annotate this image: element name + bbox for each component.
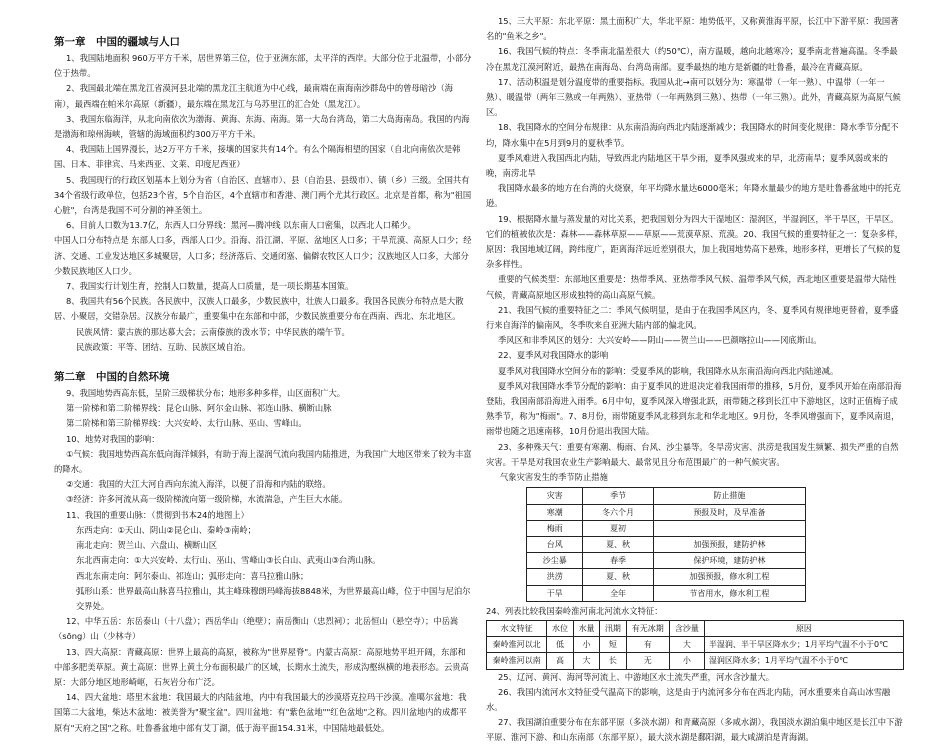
table-header-cell: 原因 — [704, 620, 903, 636]
table-header-row — [487, 620, 904, 636]
table-row — [527, 553, 806, 569]
left-column — [54, 14, 472, 736]
paragraph: 民族风情：蒙古族的那达慕大会；云南傣族的泼水节；中华民族的端午节。 — [76, 326, 350, 337]
table-cell: 寒潮 — [527, 504, 583, 520]
table-cell: 预报及时，及早准备 — [653, 504, 805, 520]
paragraph: 21、我国气候的重要特征之二：季风气候明显，是由于在我国季风区内，冬、夏季风有规律地更替着，夏季盛行来自海洋的偏南风，冬季吹来自亚洲大陆内部的偏北风。 — [486, 304, 899, 331]
paragraph: 第一阶梯和第二阶梯界线：昆仑山脉、阿尔金山脉、祁连山脉、横断山脉 — [66, 403, 332, 414]
paragraph: 13、四大高原：青藏高原：世界上最高的高原，被称为"世界屋脊"。内蒙古高原：高原地势平坦开阔，东部和中部多肥美草原。黄土高原：世界上黄土分布面积最广的区域，长期水土流失，形成沟壑纵横的地表形态。云贵高原：大部分地区地形崎岖，石灰岩分布广泛。 — [54, 646, 469, 687]
chapter1-title: 第一章 中国的疆域与人口 — [54, 36, 180, 48]
table-header-cell: 含沙量 — [669, 620, 704, 636]
paragraph: 15、三大平原：东北平原：黑土面积广大，华北平原：地势低平，又称黄淮海平原，长江中下游平原：我国著名的"鱼米之乡"。 — [486, 16, 899, 42]
paragraph: 6、目前人口数为13.7亿，东西人口分界线：黑河—腾冲线 以东南人口密集，以西北人口稀少。 — [66, 220, 416, 231]
table-cell: 干旱 — [527, 585, 583, 601]
paragraph: 4、我国陆上国界漫长，达2万平方千米，接壤的国家共有14个。有么个隔海相望的国家（自北向南依次是韩国、日本、菲律宾、马来西亚、文莱、印度尼西亚） — [54, 144, 461, 170]
table-cell: 洪涝 — [527, 569, 583, 585]
paragraph: 11、我国的重要山脉：（贯彻到书本24的地图上） — [66, 509, 249, 520]
table-cell: 沙尘暴 — [527, 553, 583, 569]
table-cell: 低 — [547, 637, 573, 653]
paragraph: ①气候：我国地势西高东低向海洋倾斜，有助于海上湿润气流向我国内陆推进，为我国广大地区带来了较为丰富的降水。 — [54, 448, 472, 475]
paragraph: 民族政策：平等、团结、互助、民族区域自治。 — [76, 341, 251, 352]
paragraph: 第二阶梯和第三阶梯界线：大兴安岭、太行山脉、巫山、雪峰山。 — [66, 418, 307, 429]
paragraph: 季风区和非季风区的划分：大兴安岭——阴山——贺兰山——巴颜喀拉山——冈底斯山。 — [498, 335, 822, 346]
weather-disaster-table — [526, 487, 806, 601]
paragraph: 我国降水最多的地方在台湾的火烧寮，年平均降水量达6000毫米；年降水量最少的地方是吐鲁番盆地中的托克逊。 — [486, 183, 901, 209]
paragraph: ③经济：许多河流从高一级阶梯流向第一级阶梯，水流湍急，产生巨大水能。 — [66, 494, 348, 505]
right-column — [486, 14, 904, 746]
paragraph: 弧形山系：世界最高山脉喜马拉雅山，其主峰珠穆朗玛峰海拔8848米，为世界最高山峰，位于中国与尼泊尔交界处。 — [76, 585, 471, 611]
paragraph: 夏季风对我国降水空间分布的影响：受夏季风的影响，我国降水从东南沿海向西北内陆递减。 — [498, 365, 839, 376]
table-header-cell: 水文特征 — [487, 620, 547, 636]
table-cell: 加强预报，建防护林 — [653, 536, 805, 552]
table-cell: 无 — [626, 653, 669, 669]
table-cell: 加强预报，修水利工程 — [653, 569, 805, 585]
paragraph: 14、四大盆地：塔里木盆地：我国最大的内陆盆地，内中有我国最大的沙漠塔克拉玛干沙漠。准噶尔盆地：我国第二大盆地，柴达木盆地：被美誉为"聚宝盆"。四川盆地：有"紫色盆地""红色盆地"之称。四川盆地内的成都平原有"天府之国"之称。吐鲁番盆地中部有艾丁湖，低于海平面154.31米，中国陆地最低处。 — [54, 692, 467, 733]
table-cell: 冬六个月 — [583, 504, 653, 520]
paragraph: 17、活动积温是划分温度带的重要指标。我国从北→南可以划分为：寒温带（一年一熟）、中温带（一年一熟）、暖温带（两年三熟或一年两熟）、亚热带（一年两熟到三熟）、热带（一年三熟）。此外，青藏高原为高原气候区。 — [486, 76, 901, 118]
table-cell: 短 — [600, 637, 626, 653]
paragraph: ②交通：我国的大江大河自西向东流入海洋，以便了沿海和内陆的联络。 — [66, 479, 331, 490]
paragraph: 南北走向：贺兰山、六盘山、横断山区 — [76, 540, 218, 551]
table-row — [527, 536, 806, 552]
table-row — [487, 653, 904, 669]
table-row — [527, 520, 806, 536]
paragraph: 夏季风对我国降水季节分配的影响：由于夏季风的进退决定着我国雨带的推移，5月份，夏季风开始在南部沿海登陆，我国南部沿海进入雨季。6月中旬，夏季风深入增强北跃，雨带随之移到长江中下游地区，这时正值梅子成熟季节，称为"梅雨"。7、8月份，雨带随夏季风北移到东北和华北地区。9月份，冬季风增强而下，夏季风南退，雨带也随之迅速南移，10月份退出我国大陆。 — [486, 380, 902, 437]
paragraph: 10、地势对我国的影响： — [66, 433, 160, 444]
paragraph: 16、我国气候的特点：冬季南北温差很大（约50℃），南方温暖，越向北越寒冷；夏季南北普遍高温。冬季最冷在黑龙江漠河附近，最热在南海岛、台湾岛南部。夏季最热的地方是新疆的吐鲁番，最冷在青藏高原。 — [486, 46, 898, 72]
table-header-cell: 水量 — [573, 620, 599, 636]
table-cell: 湿润区降水多；1月平均气温不小于0℃ — [704, 653, 903, 669]
table-header-row — [527, 488, 806, 504]
paragraph: 东北西南走向：①大兴安岭、太行山、巫山、雪峰山③长白山、武夷山③台湾山脉。 — [76, 555, 381, 566]
table-cell: 秦岭淮河以南 — [487, 653, 547, 669]
table-cell: 小 — [573, 637, 599, 653]
table-cell: 夏、秋 — [583, 536, 653, 552]
table-header-cell: 水位 — [547, 620, 573, 636]
paragraph: 12、中华五岳：东岳泰山（十八盘）；西岳华山（绝壁）；南岳衡山（忠烈祠）；北岳恒山（悬空寺）；中岳嵩（sōng）山（少林寺） — [54, 616, 459, 642]
paragraph: 夏季风难进入我国西北内陆，导致西北内陆地区干旱少雨，夏季风强或来的早，北涝南旱；夏季风弱或来的晚，南涝北旱 — [486, 152, 888, 179]
paragraph: 3、我国东临海洋，从北向南依次为渤海、黄海、东海、南海。第一大岛台湾岛，第二大岛海南岛。我国的内海是渤海和琼州海峡，管辖的海域面积约300万平方千米。 — [54, 113, 470, 140]
table-cell: 梅雨 — [527, 520, 583, 536]
paragraph: 9、我国地势西高东低，呈阶三级梯状分布；地形多种多样，山区面积广大。 — [66, 388, 346, 399]
table-header-cell: 有无冰期 — [626, 620, 669, 636]
table-cell: 大 — [669, 637, 704, 653]
paragraph: 8、我国共有56个民族。各民族中，汉族人口最多，少数民族中，壮族人口最多。我国各民族分布特点是大散居、小聚居，交错杂居。汉族分布最广，重要集中在东部和中部，少数民族重要分布在西南、西北、东北地区。 — [54, 296, 464, 322]
table-cell: 节省用水，修水利工程 — [653, 585, 805, 601]
paragraph: 19、根据降水量与蒸发量的对比关系，把我国划分为四大干湿地区：湿润区，半湿润区，半干旱区，干旱区。它们的植被依次是：森林——森林草原——草原——荒漠草原、荒漠。20、我国气候的重要特征之一：复杂多样，原因：我国地域辽阔，跨纬度广，距离海洋远近差别很大，加上我国地势高下悬殊，地形多样，更增长了气候的复杂多样性。 — [486, 213, 904, 270]
paragraph: 25、辽河、黄河、海河等河流上、中游地区水土流失严重，河水含沙量大。 — [498, 671, 775, 682]
table-row — [527, 585, 806, 601]
table-cell: 高 — [547, 653, 573, 669]
table-cell: 有 — [626, 637, 669, 653]
table-cell: 保护环境，建防护林 — [653, 553, 805, 569]
paragraph: 23、多种殊天气：重要有寒潮、梅雨、台风、沙尘暴等。冬旱涝灾害、洪涝是我国发生频繁、损失严重的自然灾害。干旱是对我国农业生产影响最大、最常见且分布范围最广的一种气候灾害。 — [486, 441, 899, 467]
paragraph: 1、我国陆地面积 960万平方千米，居世界第三位，位于亚洲东部，太平洋的西岸。大部分位于北温带，小部分位于热带。 — [54, 53, 472, 79]
river-comparison-table — [486, 620, 904, 670]
table-row — [527, 504, 806, 520]
paragraph: 5、我国现行的行政区划基本上划分为省（自治区、直辖市）、县（自治县、县级市）、镇（乡）三级。全国共有34个省级行政单位，包括23个省，5个自治区，4个直辖市和香港、澳门两个尤其行政区。北京是首都，称为"祖国心脏"，台湾是我国不可分割的神圣领土。 — [54, 174, 472, 216]
paragraph: 重要的气候类型：东部地区重要是：热带季风、亚热带季风气候、温带季风气候，西北地区重要是温带大陆性气候，青藏高原地区形成独特的高山高原气候。 — [486, 274, 897, 300]
table-cell: 长 — [600, 653, 626, 669]
table-header-cell: 防止措施 — [653, 488, 805, 504]
table-row — [487, 637, 904, 653]
paragraph: 中国人口分布特点是 东部人口多，西部人口少。沿海、沿江湖、平原、盆地区人口多；干旱荒漠、高原人口少；经济、交通、工业发达地区多城聚居，人口多；经济落后、交通闭塞、偏僻农牧区人口少；汉族地区人口多，大部分少数民族地区人口少。 — [54, 235, 472, 276]
weather-table-caption: 气象灾害发生的季节防止措施 — [500, 472, 608, 483]
chapter2-title: 第二章 中国的自然环境 — [54, 371, 170, 384]
table-cell: 大 — [573, 653, 599, 669]
table-row — [527, 569, 806, 585]
table-cell: 半湿润、半干旱区降水少；1月平均气温不小于0℃ — [704, 637, 903, 653]
paragraph: 2、我国最北端在黑龙江省漠河县北端的黑龙江主航道为中心线，最南端在南海南沙群岛中的曾母暗沙（海南），最西端在帕米尔高原（新疆），最东端在黑龙江与乌苏里江的汇合处（黑龙江）。 — [54, 83, 453, 109]
table-cell: 春季 — [583, 553, 653, 569]
paragraph: 7、我国实行计划生育，控制人口数量，提高人口质量，是一项长期基本国策。 — [66, 281, 354, 292]
paragraph: 22、夏季风对我国降水的影响 — [498, 350, 609, 361]
paragraph: 18、我国降水的空间分布规律：从东南沿海向西北内陆逐渐减少；我国降水的时间变化规律：降水季节分配不均，降水集中在5月到9月的夏秋季节。 — [486, 122, 899, 148]
paragraph: 西北东南走向：阿尔泰山、祁连山；弧形走向：喜马拉雅山脉； — [76, 570, 309, 581]
table-cell: 台风 — [527, 536, 583, 552]
table-header-cell: 汛期 — [600, 620, 626, 636]
table-cell: 全年 — [583, 585, 653, 601]
table-cell: 小 — [669, 653, 704, 669]
table-cell: 夏、秋 — [583, 569, 653, 585]
table-header-cell: 季节 — [583, 488, 653, 504]
table-cell — [653, 520, 805, 536]
table-cell: 夏初 — [583, 520, 653, 536]
paragraph: 东西走向：①天山、阴山②昆仑山、秦岭③南岭； — [76, 524, 256, 535]
paragraph: 26、我国内流河水文特征受气温高下的影响，这是由于内流河多分布在西北内陆，河水重要来自高山冰雪融水。 — [486, 686, 891, 712]
table-header-cell: 灾害 — [527, 488, 583, 504]
table-cell: 秦岭淮河以北 — [487, 637, 547, 653]
river-table-caption: 24、列表比较我国秦岭淮河南北河流水文特征： — [486, 605, 663, 616]
paragraph: 27、我国湖泊重要分布在东部平原（多淡水湖）和青藏高原（多咸水湖），我国淡水湖泊集中地区是长江中下游平原、淮河下游、和山东南部（东部平原），最大淡水湖是鄱阳湖，最大咸湖泊是青海湖。 — [486, 717, 903, 743]
